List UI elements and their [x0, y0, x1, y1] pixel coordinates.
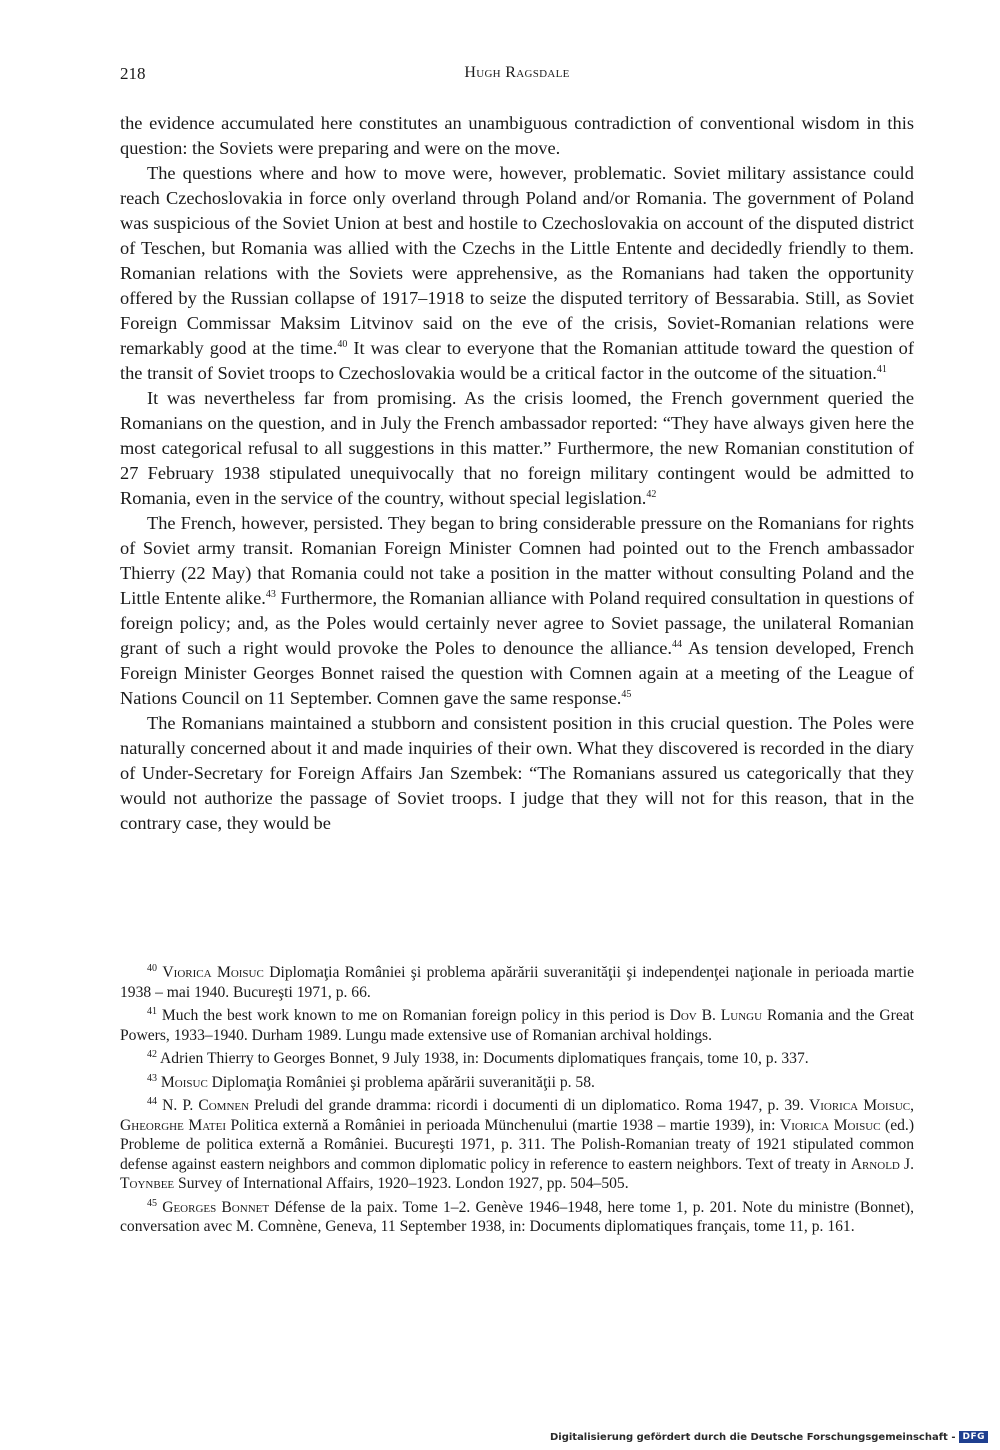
paragraph-text: the evidence accumulated here constitutes an unambiguous contradiction of conventional wisdom in this question: the Soviets were preparing and were on the move. [120, 113, 914, 158]
footnote-42 [120, 1049, 914, 1069]
footnote-41 [120, 1006, 914, 1045]
footnote-author: Viorica Moisuc, Gheorghe Matei [120, 1097, 914, 1134]
footnote-text: N. P. [157, 1097, 199, 1114]
paragraph-3 [120, 386, 914, 511]
running-title: Hugh Ragsdale [464, 64, 570, 81]
paragraph-text: As tension developed, French Foreign Minister Georges Bonnet raised the question with Comnen again at a meeting of the League of Nations Council on 11 September. Comnen gave the same response. [120, 638, 914, 708]
footnote-author: Viorica Moisuc [779, 1116, 881, 1134]
paragraph-2 [120, 161, 914, 386]
footnote-number: 41 [147, 1005, 157, 1017]
paragraph-text: It was clear to everyone that the Romanian attitude toward the question of the transit of Soviet troops to Czechoslovakia would be a critical factor in the outcome of the situation. [120, 338, 914, 383]
digitization-footer [550, 1431, 988, 1443]
footnote-text: Romania and the Great Powers, 1933–1940. Durham 1989. Lungu made extensive use of Romanian archival holdings. [120, 1007, 915, 1044]
paragraph-text: The French, however, persisted. They began to bring considerable pressure on the Romanians for rights of Soviet army transit. Romanian Foreign Minister Comnen had pointed out to the French ambassador Thierry (22 May) that Romania could not take a position in the matter without consulting Poland and the Little Entente alike. [120, 513, 914, 608]
footnote-author: Dov B. Lungu [669, 1007, 763, 1024]
footnote-ref: 45 [621, 688, 632, 700]
footnote-44 [120, 1096, 914, 1194]
footnote-number: 42 [147, 1048, 157, 1060]
footnote-text: Much the best work known to me on Romanian foreign policy in this period is [157, 1007, 670, 1024]
footnote-45 [120, 1198, 914, 1237]
footnote-text: Adrien Thierry to Georges Bonnet, 9 July 1938, in: Documents diplomatiques français, tome 10, p. 337. [157, 1050, 809, 1067]
paragraph-text: Furthermore, the Romanian alliance with Poland required consultation in questions of foreign policy; and, as the Poles would certainly never agree to Soviet passage, the unilateral Romanian grant of such a right would provoke the Poles to denounce the alliance. [120, 588, 914, 658]
footnote-number: 45 [147, 1197, 157, 1209]
digitization-note: Digitalisierung gefördert durch die Deutsche Forschungsgemeinschaft - [549, 1431, 956, 1443]
footnote-number: 43 [147, 1072, 157, 1084]
footnote-40 [120, 963, 914, 1002]
dfg-logo: DFG [959, 1431, 988, 1443]
footnote-author: Moisuc [160, 1073, 208, 1091]
footnote-author: Georges Bonnet [162, 1198, 270, 1216]
footnote-author: Viorica Moisuc [162, 964, 264, 981]
footnote-text: Défense de la paix. Tome 1–2. Genève 1946–1948, here tome 1, p. 201. Note du ministre (Bonnet), conversation avec M. Comnène, Geneva, 11 September 1938, in: Documents diplomatiques français, tome 11, p. 161. [120, 1198, 914, 1235]
footnote-text: Politica externă a României in perioada Münchenului (martie 1938 – martie 1939), in: [226, 1116, 780, 1134]
footnote-text: Survey of International Affairs, 1920–1923. London 1927, pp. 504–505. [174, 1175, 629, 1192]
footnote-text: Preludi del grande dramma: ricordi i documenti di un diplomatico. Roma 1947, p. 39. [249, 1097, 809, 1114]
paragraph-text: The questions where and how to move were, however, problematic. Soviet military assistance could reach Czechoslovakia in force only overland through Poland and/or Romania. The government of Poland was suspicious of the Soviet Union at best and hostile to Czechoslovakia on account of the disputed district of Teschen, but Romania was allied with the Czechs in the Little Entente and decidedly friendly to them. Romanian relations with the Soviets were apprehensive, as the Romanians had taken the opportunity offered by the Russian collapse of 1917–1918 to seize the disputed territory of Bessarabia. Still, as Soviet Foreign Commissar Maksim Litvinov said on the eve of the crisis, Soviet-Romanian relations were remarkably good at the time. [120, 163, 914, 358]
footnote-author: Comnen [198, 1097, 250, 1114]
page-header [120, 64, 914, 88]
footnote-43 [120, 1073, 914, 1093]
paragraph-5 [120, 711, 914, 836]
footnote-ref: 41 [876, 363, 887, 375]
footnote-ref: 42 [646, 488, 657, 500]
page-number: 218 [120, 64, 146, 83]
main-text [120, 111, 914, 836]
footnote-number: 40 [147, 962, 157, 974]
footnote-author: Arnold J. Toynbee [120, 1155, 914, 1192]
footnotes [120, 963, 914, 1241]
paragraph-1 [120, 111, 914, 161]
footnote-text: (ed.) Probleme de politica externă a României. Bucureşti 1971, p. 311. The Polish-Romanian treaty of 1921 stipulated common defense against eastern neighbors and common diplomatic policy in reference to eastern neighbors. Text of treaty in [120, 1116, 915, 1173]
paragraph-4 [120, 511, 914, 711]
footnote-ref: 40 [337, 338, 348, 350]
paragraph-text: It was nevertheless far from promising. As the crisis loomed, the French government queried the Romanians on the question, and in July the French ambassador reported: “They have always given here the most categorical refusal to all suggestions in this matter.” Furthermore, the new Romanian constitution of 27 February 1938 stipulated unequivocally that no foreign military contingent would be admitted to Romania, even in the service of the country, without special legislation. [120, 388, 914, 508]
footnote-ref: 43 [265, 588, 276, 600]
footnote-text: Diplomaţia României şi problema apărării suveranităţii p. 58. [207, 1073, 595, 1091]
footnote-ref: 44 [671, 638, 682, 650]
footnote-text: Diplomaţia României şi problema apărării suveranităţii şi independenţei naţionale in perioada martie 1938 – mai 1940. Bucureşti 1971, p. 66. [120, 964, 915, 1001]
footnote-number: 44 [147, 1095, 157, 1107]
paragraph-text: The Romanians maintained a stubborn and consistent position in this crucial question. The Poles were naturally concerned about it and made inquiries of their own. What they discovered is recorded in the diary of Under-Secretary for Foreign Affairs Jan Szembek: “The Romanians assured us categorically that they would not authorize the passage of Soviet troops. I judge that they will not for this reason, that in the contrary case, they would be [120, 713, 914, 833]
